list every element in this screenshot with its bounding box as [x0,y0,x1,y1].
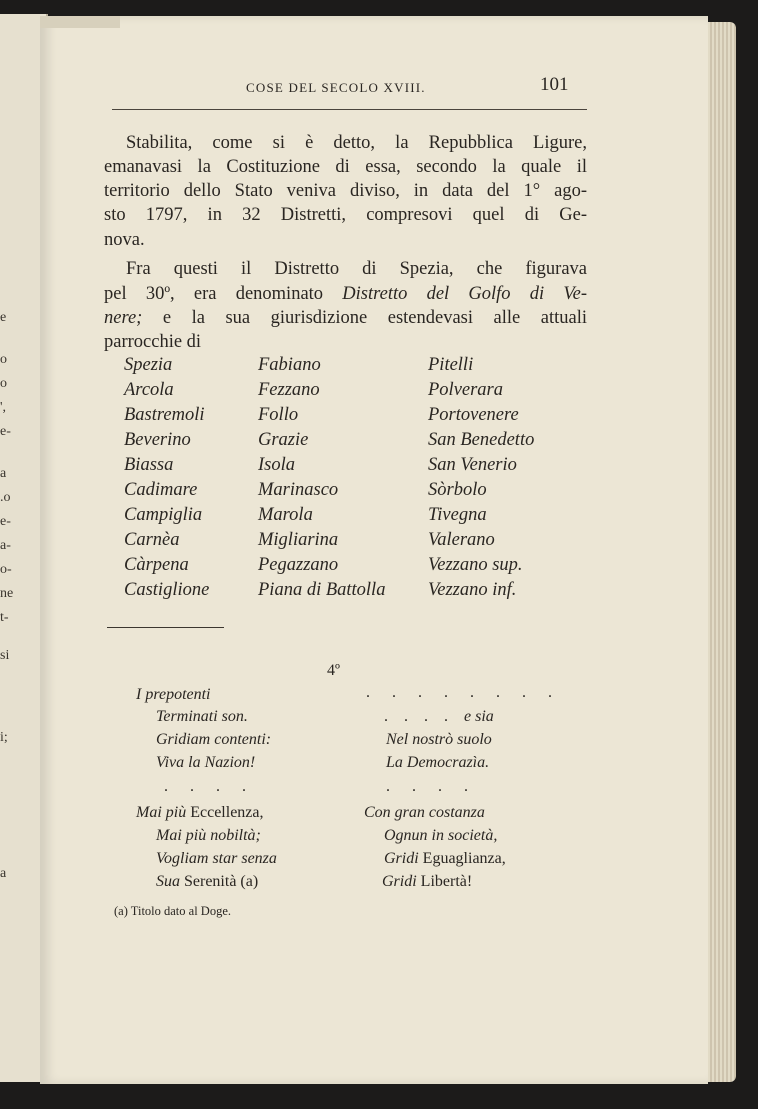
parish-name: Follo [258,405,299,425]
parish-name: Fabiano [258,355,321,375]
text-run: pel 30º, era denominato [104,284,343,304]
section-number: 4º [327,662,340,679]
text-run: Gridi [384,850,423,867]
parish-name: Càrpena [124,555,189,575]
parish-name: Portovenere [428,405,519,425]
paragraph-line [104,282,587,306]
parish-name: Migliarina [258,530,339,550]
parish-name: Piana di Battolla [258,580,386,600]
text-run: e sia [464,708,494,725]
parish-name: Beverino [124,430,191,450]
facing-page-fragment: i; [0,730,8,745]
verse-line: Viva la Nazion! [156,754,256,771]
paragraph-line: emanavasi la Costituzione di essa, secondo la quale il [104,157,587,177]
parish-name: Campiglia [124,505,203,525]
text-run: e la sua giurisdizione estendevasi alle attuali [142,308,587,328]
facing-page-fragment: t- [0,610,9,625]
parish-name: Valerano [428,530,495,550]
parish-name: Vezzano inf. [428,580,517,600]
paragraph-line: sto 1797, in 32 Distretti, compresovi quel di Ge- [104,205,587,225]
parish-name: Castiglione [124,580,210,600]
verse-line [384,850,506,868]
verse-line [382,873,472,891]
parish-name: Vezzano sup. [428,555,523,575]
italic-run: Distretto del Golfo di Ve- [342,284,587,304]
elision-dots: . . . . [384,708,464,725]
text-run: Eccellenza, [190,804,264,821]
verse-line: Gridiam contenti: [156,731,272,748]
verse-line [156,873,258,891]
facing-page-fragment: a [0,866,7,881]
paragraph-line: Stabilita, come si è detto, la Repubblica Ligure, [126,133,587,153]
parish-name: Bastremoli [124,405,205,425]
footnote: (a) Titolo dato al Doge. [114,904,232,918]
text-run: Gridi [382,873,421,890]
verse-line: Vogliam star senza [156,850,277,867]
paragraph-line: nova. [104,230,145,250]
parish-name: Cadimare [124,480,198,500]
parish-name: Pegazzano [258,555,339,575]
facing-page-fragment: a [0,466,7,481]
parish-name: Biassa [124,455,174,475]
verse-line: Ognun in società, [384,827,498,844]
parish-name: Marinasco [258,480,339,500]
elision-dots: . . . . . . . . [366,684,561,701]
facing-page-fragment: .o [0,490,11,505]
parish-name: Spezia [124,355,173,375]
paragraph-line: territorio dello Stato veniva diviso, in data del 1° ago- [104,181,587,201]
facing-page-fragment: e [0,310,7,325]
page-number: 101 [540,74,569,95]
parish-name: Fezzano [258,380,320,400]
text-run: Mai più [136,804,191,821]
parish-name: Arcola [124,380,174,400]
parish-name: Tivegna [428,505,487,525]
facing-page-fragment: ', [0,400,7,415]
facing-page-fragment: e- [0,514,11,529]
verse-line: I prepotenti [136,686,211,703]
facing-page-fragment: o [0,352,7,367]
parish-name: Polverara [428,380,504,400]
facing-page-fragment: o [0,376,7,391]
verse-line [136,804,264,822]
facing-page-fragment: a- [0,538,11,553]
paragraph-line: parrocchie di [104,332,202,352]
verse-line: Mai più nobiltà; [156,827,261,844]
verse-line: Nel nostrò suolo [386,731,492,748]
parish-name: Pitelli [428,355,474,375]
paragraph-line: Fra questi il Distretto di Spezia, che figurava [126,259,587,279]
parish-name: San Venerio [428,455,517,475]
verse-line: Terminati son. [156,708,248,725]
verse-line: La Democrazìa. [386,754,490,771]
parish-name: San Benedetto [428,430,535,450]
page-corner [40,16,120,28]
header-rule [112,109,587,110]
elision-dots: . . . . [164,778,255,795]
text-run: Libertà! [420,873,473,890]
facing-page-fragment: si [0,648,10,663]
parish-name: Carnèa [124,530,180,550]
facing-page-fragment: e- [0,424,11,439]
text-run: Eguaglianza, [422,850,506,867]
section-rule [107,627,224,628]
parish-name: Isola [258,455,295,475]
parish-name: Grazie [258,430,309,450]
text-run: Serenità (a) [184,873,259,890]
italic-run: nere; [104,308,143,328]
text-run: Sua [156,873,184,890]
running-head: COSE DEL SECOLO XVIII. [246,80,426,95]
parish-name: Sòrbolo [428,480,487,500]
elision-dots: . . . . [386,778,477,795]
paragraph-line [104,306,587,330]
parish-name: Marola [258,505,313,525]
facing-page-fragment: o- [0,562,12,577]
verse-line [384,708,494,726]
verse-line: Con gran costanza [364,804,485,821]
facing-page-fragment: ne [0,586,14,601]
